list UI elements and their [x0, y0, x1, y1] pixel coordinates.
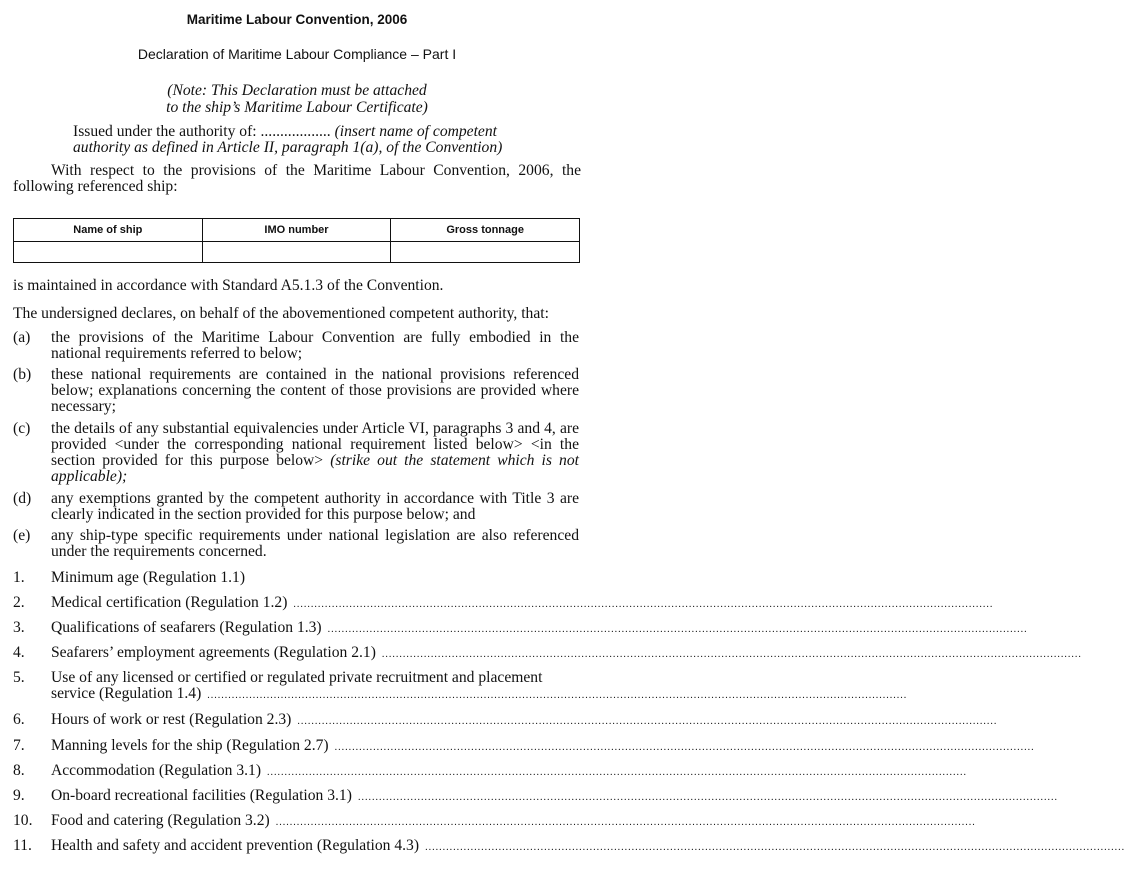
- column-header-imo-number: IMO number: [202, 219, 391, 242]
- dot-leader: ........................................................................................................................................................................................................: [357, 792, 1058, 803]
- clause-label: (c): [13, 420, 31, 437]
- dot-leader: ........................................................................................................................................................................................................: [327, 624, 1028, 635]
- requirement-label: Qualifications of seafarers (Regulation 1.3): [51, 619, 322, 636]
- requirement-label: Food and catering (Regulation 3.2): [51, 812, 270, 829]
- requirement-number: 11.: [13, 837, 32, 854]
- requirement-number: 2.: [13, 594, 25, 611]
- requirement-number: 10.: [13, 812, 33, 829]
- note-line-1: (Note: This Declaration must be attached: [167, 82, 427, 99]
- clause-c-italic: (strike out the statement which is not applicable);: [51, 452, 579, 485]
- dot-leader: ........................................................................................................................................................................................................: [334, 742, 1035, 753]
- table-header-row: [14, 219, 580, 242]
- requirement-label-continued: service (Regulation 1.4): [51, 685, 202, 702]
- ship-details-table: [13, 218, 580, 263]
- requirement-number: 8.: [13, 762, 25, 779]
- clause-text: the provisions of the Maritime Labour Convention are fully embodied in the national requirements referred to below;: [51, 329, 579, 362]
- clause-c-text: the details of any substantial equivalencies under Article VI, paragraphs 3 and 4, are provided <under the corresponding national requirement listed below> <in the section provided for this purpose below>: [51, 420, 579, 469]
- dot-leader: ........................................................................................................................................................................................................: [381, 649, 1082, 660]
- note-line-2: to the ship’s Maritime Labour Certificate): [166, 99, 428, 116]
- dot-leader: ........................................................................................................................................................................................................: [425, 842, 1125, 853]
- clause-label: (b): [13, 366, 32, 383]
- dot-leader: ........................................................................................................................................................................................................: [275, 817, 976, 828]
- requirement-label: Manning levels for the ship (Regulation 2.7): [51, 737, 329, 754]
- issued-hint-1: (insert name of competent: [330, 123, 497, 140]
- clause-text: any ship-type specific requirements under national legislation are also referenced under the requirements concerned.: [51, 527, 579, 560]
- requirement-label: Medical certification (Regulation 1.2): [51, 594, 288, 611]
- maintained-statement: is maintained in accordance with Standard A5.1.3 of the Convention.: [13, 277, 444, 294]
- requirement-number: 9.: [13, 787, 25, 804]
- requirement-label: Use of any licensed or certified or regulated private recruitment and placement: [51, 669, 543, 686]
- requirement-number: 7.: [13, 737, 25, 754]
- requirement-number: 5.: [13, 669, 25, 686]
- requirement-label: On-board recreational facilities (Regulation 3.1): [51, 787, 352, 804]
- requirement-label: Accommodation (Regulation 3.1): [51, 762, 262, 779]
- table-row: [14, 242, 580, 263]
- name-of-ship-cell[interactable]: [14, 242, 203, 263]
- issued-under-authority: [73, 124, 583, 156]
- requirement-label: Minimum age (Regulation 1.1): [51, 569, 246, 586]
- clause-label: (e): [13, 527, 31, 544]
- document-subtitle: Declaration of Maritime Labour Compliance – Part I: [137, 46, 457, 62]
- dot-leader: ........................................................................................................................................................................................................: [267, 767, 968, 778]
- respect-paragraph: With respect to the provisions of the Maritime Labour Convention, 2006, the following referenced ship:: [13, 162, 581, 195]
- issued-lead: Issued under the authority of: ..................: [73, 123, 331, 140]
- dot-leader: ........................................................................................................................................................................................................: [297, 716, 998, 727]
- clause-text: [51, 421, 579, 485]
- clause-label: (a): [13, 329, 31, 346]
- requirement-label: Health and safety and accident prevention (Regulation 4.3): [51, 837, 420, 854]
- column-header-name-of-ship: Name of ship: [14, 219, 203, 242]
- clause-text: these national requirements are contained in the national provisions referenced below; explanations concerning the content of those provisions are provided where necessary;: [51, 366, 579, 415]
- requirement-number: 6.: [13, 711, 25, 728]
- dot-leader: ........................................................................................................................................................................................................: [207, 690, 908, 701]
- requirement-label: Seafarers’ employment agreements (Regulation 2.1): [51, 644, 376, 661]
- gross-tonnage-cell[interactable]: [391, 242, 580, 263]
- dot-leader: ........................................................................................................................................................................................................: [293, 599, 994, 610]
- issued-hint-2: authority as defined in Article II, paragraph 1(a), of the Convention): [73, 139, 503, 156]
- requirement-number: 3.: [13, 619, 25, 636]
- document-title: Maritime Labour Convention, 2006: [186, 12, 408, 27]
- declares-statement: The undersigned declares, on behalf of the abovementioned competent authority, that:: [13, 305, 549, 322]
- column-header-gross-tonnage: Gross tonnage: [391, 219, 580, 242]
- imo-number-cell[interactable]: [202, 242, 391, 263]
- requirement-number: 1.: [13, 569, 25, 586]
- clause-text: any exemptions granted by the competent authority in accordance with Title 3 are clearly indicated in the section provided for this purpose below; and: [51, 490, 579, 523]
- requirement-label: Hours of work or rest (Regulation 2.3): [51, 711, 292, 728]
- clause-label: (d): [13, 490, 32, 507]
- requirement-number: 4.: [13, 644, 25, 661]
- attachment-note: [0, 82, 594, 116]
